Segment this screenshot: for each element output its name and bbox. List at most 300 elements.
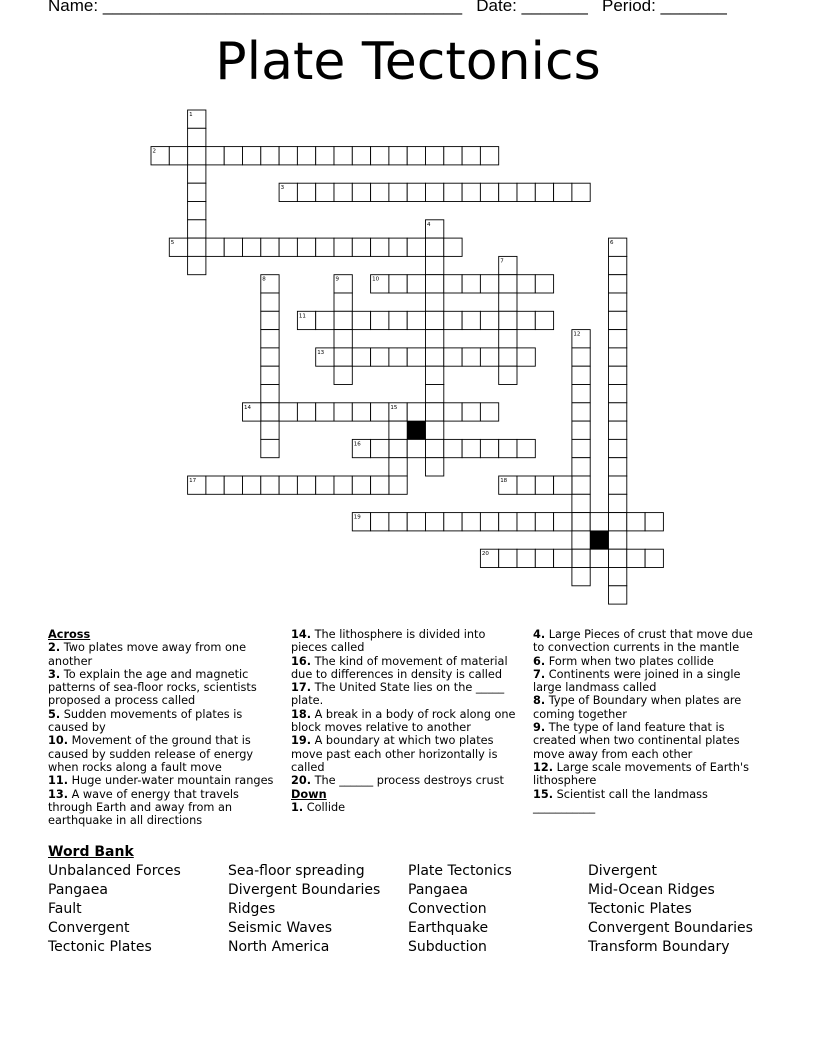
across-clue — [48, 641, 280, 668]
cell-number: 8 — [262, 276, 266, 283]
crossword-cell[interactable] — [444, 403, 462, 421]
word-bank-item: Convection — [408, 901, 487, 917]
black-cell — [407, 421, 425, 439]
clue-number: 2. — [48, 641, 61, 655]
clue-number: 8. — [533, 694, 546, 708]
cell-number: 13 — [317, 349, 325, 356]
crossword-cell[interactable] — [316, 183, 334, 201]
crossword-cell[interactable] — [279, 403, 297, 421]
crossword-cell[interactable] — [609, 403, 627, 421]
crossword-cell[interactable] — [572, 531, 590, 549]
crossword-cell[interactable] — [261, 348, 279, 366]
crossword-cell[interactable] — [444, 348, 462, 366]
across-clue — [291, 655, 523, 682]
crossword-cell[interactable] — [480, 439, 498, 457]
crossword-cell[interactable] — [389, 348, 407, 366]
crossword-cell[interactable] — [609, 439, 627, 457]
crossword-cell[interactable] — [243, 147, 261, 165]
crossword-cell[interactable] — [535, 311, 553, 329]
crossword-cell[interactable] — [517, 275, 535, 293]
clue-number: 9. — [533, 721, 546, 735]
crossword-cell[interactable] — [352, 403, 370, 421]
crossword-cell[interactable] — [480, 275, 498, 293]
cell-number: 1 — [189, 112, 193, 118]
crossword-cell[interactable] — [517, 476, 535, 494]
date-label: Date: — [476, 0, 517, 15]
down-clue — [533, 668, 765, 695]
crossword-cell[interactable] — [371, 476, 389, 494]
crossword-cell[interactable] — [517, 348, 535, 366]
crossword-cell[interactable] — [352, 183, 370, 201]
word-bank-item: Pangaea — [408, 882, 468, 898]
word-bank-item: Convergent Boundaries — [588, 920, 753, 936]
crossword-cell[interactable] — [590, 549, 608, 567]
crossword-cell[interactable] — [499, 293, 517, 311]
crossword-cell[interactable] — [444, 238, 462, 256]
crossword-cell[interactable] — [609, 586, 627, 604]
crossword-cell[interactable] — [407, 275, 425, 293]
crossword-cell[interactable] — [499, 439, 517, 457]
crossword-cell[interactable] — [352, 147, 370, 165]
clue-text: Type of Boundary when plates are coming together — [533, 694, 742, 721]
crossword-cell[interactable] — [572, 385, 590, 403]
clue-text: The lithosphere is divided into pieces called — [291, 628, 486, 655]
clue-text: Huge under-water mountain ranges — [68, 774, 274, 788]
clue-text: A wave of energy that travels through Earth and away from an earthquake in all directions — [48, 787, 239, 828]
crossword-cell[interactable] — [389, 513, 407, 531]
word-bank-item: Seismic Waves — [228, 920, 333, 936]
crossword-cell[interactable] — [224, 238, 242, 256]
clue-number: 11. — [48, 774, 69, 788]
crossword-cell[interactable] — [426, 348, 444, 366]
clue-number: 18. — [291, 707, 312, 721]
crossword-cell[interactable] — [645, 549, 663, 567]
cell-number: 20 — [481, 551, 489, 558]
page-title: Plate Tectonics — [215, 32, 601, 92]
across-clue — [291, 774, 523, 787]
crossword-cell[interactable] — [261, 476, 279, 494]
word-bank-item: Plate Tectonics — [408, 863, 512, 879]
crossword-cell[interactable] — [444, 439, 462, 457]
crossword-cell[interactable] — [444, 147, 462, 165]
clue-number: 15. — [533, 787, 554, 801]
period-line[interactable]: _______ — [660, 0, 727, 15]
clue-text: Large Pieces of crust that move due to convection currents in the mantle — [533, 628, 753, 655]
crossword-cell[interactable] — [480, 183, 498, 201]
clue-text: Two plates move away from one another — [48, 641, 247, 668]
date-line[interactable]: _______ — [521, 0, 588, 15]
crossword-cell[interactable] — [462, 275, 480, 293]
crossword-cell[interactable] — [462, 311, 480, 329]
clue-text: Collide — [303, 800, 346, 814]
word-bank-item: Fault — [48, 901, 82, 917]
crossword-cell[interactable] — [334, 147, 352, 165]
period-label: Period: — [602, 0, 656, 15]
clue-text: The United State lies on the _____ plate. — [291, 681, 505, 708]
clue-number: 6. — [533, 654, 546, 668]
crossword-cell[interactable] — [261, 238, 279, 256]
crossword-cell[interactable] — [572, 494, 590, 512]
crossword-cell[interactable] — [426, 311, 444, 329]
crossword-cell[interactable] — [407, 403, 425, 421]
crossword-cell[interactable] — [572, 513, 590, 531]
clue-text: A break in a body of rock along one block moves relative to another — [291, 707, 516, 735]
crossword-cell[interactable] — [371, 238, 389, 256]
crossword-cell[interactable] — [297, 403, 315, 421]
clue-text: Large scale movements of Earth's lithosphere — [533, 760, 750, 788]
crossword-cell[interactable] — [334, 293, 352, 311]
crossword-cell[interactable] — [279, 238, 297, 256]
crossword-cell[interactable] — [224, 147, 242, 165]
word-bank-item: Divergent Boundaries — [228, 882, 381, 898]
crossword-cell[interactable] — [535, 549, 553, 567]
crossword-cell[interactable] — [609, 531, 627, 549]
crossword-cell[interactable] — [188, 128, 206, 146]
word-bank-item: Tectonic Plates — [48, 939, 152, 955]
crossword-cell[interactable] — [535, 275, 553, 293]
name-label: Name: — [48, 0, 99, 15]
crossword-cell[interactable] — [206, 238, 224, 256]
down-clues-column-3 — [533, 628, 765, 814]
crossword-cell[interactable] — [407, 147, 425, 165]
cell-number: 7 — [500, 258, 504, 265]
crossword-cell[interactable] — [389, 275, 407, 293]
word-bank-item: Subduction — [408, 939, 487, 955]
crossword-cell[interactable] — [609, 513, 627, 531]
crossword-cell[interactable] — [261, 330, 279, 348]
crossword-cell[interactable] — [609, 549, 627, 567]
word-bank-item: Tectonic Plates — [588, 901, 692, 917]
crossword-cell[interactable] — [627, 513, 645, 531]
word-bank-item: Convergent — [48, 920, 130, 936]
crossword-cell[interactable] — [224, 476, 242, 494]
down-clue — [533, 628, 765, 655]
crossword-cell[interactable] — [297, 238, 315, 256]
crossword-cell[interactable] — [426, 403, 444, 421]
crossword-cell[interactable] — [499, 311, 517, 329]
crossword-cell[interactable] — [627, 549, 645, 567]
clue-number: 7. — [533, 667, 546, 681]
crossword-cell[interactable] — [426, 458, 444, 476]
cell-number: 6 — [610, 240, 614, 247]
crossword-cell[interactable] — [480, 403, 498, 421]
crossword-cell[interactable] — [426, 183, 444, 201]
crossword-cell[interactable] — [389, 311, 407, 329]
crossword-cell[interactable] — [389, 147, 407, 165]
crossword-cell[interactable] — [462, 403, 480, 421]
crossword-cell[interactable] — [462, 183, 480, 201]
crossword-cell[interactable] — [609, 476, 627, 494]
crossword-cell[interactable] — [316, 147, 334, 165]
clue-text: The type of land feature that is created when two continental plates move away from each other — [533, 721, 740, 761]
crossword-cell[interactable] — [407, 513, 425, 531]
crossword-cell[interactable] — [279, 147, 297, 165]
crossword-cell[interactable] — [426, 238, 444, 256]
crossword-cell[interactable] — [389, 476, 407, 494]
clue-number: 4. — [533, 628, 546, 641]
clue-text: A boundary at which two plates move past each other horizontally is called — [291, 734, 498, 774]
clue-number: 17. — [291, 681, 312, 695]
crossword-cell[interactable] — [554, 513, 572, 531]
crossword-cell[interactable] — [609, 256, 627, 274]
word-bank-item: Unbalanced Forces — [48, 863, 181, 879]
word-bank-item: Earthquake — [408, 920, 489, 936]
across-clue — [48, 708, 280, 735]
across-heading: Across — [48, 628, 91, 641]
crossword-cell[interactable] — [334, 476, 352, 494]
clue-number: 1. — [291, 800, 304, 814]
crossword-cell[interactable] — [645, 513, 663, 531]
crossword-cell[interactable] — [261, 366, 279, 384]
clue-number: 12. — [533, 760, 554, 774]
crossword-cell[interactable] — [444, 311, 462, 329]
crossword-cell[interactable] — [297, 147, 315, 165]
crossword-cell[interactable] — [554, 549, 572, 567]
crossword-cell[interactable] — [371, 147, 389, 165]
crossword-cell[interactable] — [499, 183, 517, 201]
down-clue — [533, 721, 765, 761]
clue-number: 3. — [48, 667, 61, 681]
crossword-cell[interactable] — [535, 183, 553, 201]
crossword-cell[interactable] — [334, 330, 352, 348]
crossword-cell[interactable] — [243, 238, 261, 256]
crossword-cell[interactable] — [426, 275, 444, 293]
cell-number: 9 — [335, 276, 339, 283]
crossword-cell[interactable] — [572, 348, 590, 366]
cell-number: 12 — [573, 331, 581, 338]
crossword-cell[interactable] — [334, 238, 352, 256]
crossword-cell[interactable] — [334, 183, 352, 201]
crossword-cell[interactable] — [188, 202, 206, 220]
word-bank-item: North America — [228, 939, 330, 955]
crossword-cell[interactable] — [462, 147, 480, 165]
crossword-cell[interactable] — [444, 183, 462, 201]
cell-number: 5 — [170, 240, 175, 247]
crossword-cell[interactable] — [499, 330, 517, 348]
crossword-cell[interactable] — [316, 403, 334, 421]
crossword-cell[interactable] — [316, 311, 334, 329]
across-clue — [291, 628, 523, 655]
crossword-cell[interactable] — [426, 147, 444, 165]
down-clue — [533, 788, 765, 815]
clue-number: 20. — [291, 774, 312, 788]
crossword-cell[interactable] — [371, 183, 389, 201]
clue-number: 14. — [291, 628, 312, 641]
crossword-cell[interactable] — [334, 403, 352, 421]
crossword-cell[interactable] — [426, 385, 444, 403]
down-clue — [533, 761, 765, 788]
cell-number: 17 — [189, 478, 197, 484]
crossword-cell[interactable] — [609, 348, 627, 366]
cell-number: 11 — [298, 313, 306, 320]
crossword-cell[interactable] — [426, 330, 444, 348]
crossword-cell[interactable] — [334, 348, 352, 366]
crossword-cell[interactable] — [480, 348, 498, 366]
crossword-cell[interactable] — [407, 311, 425, 329]
cell-number: 14 — [244, 404, 251, 411]
crossword-cell[interactable] — [462, 439, 480, 457]
crossword-cell[interactable] — [609, 494, 627, 512]
crossword-cell[interactable] — [371, 513, 389, 531]
crossword-cell[interactable] — [572, 458, 590, 476]
crossword-cell[interactable] — [609, 330, 627, 348]
crossword-cell[interactable] — [261, 293, 279, 311]
crossword-cell[interactable] — [572, 403, 590, 421]
crossword-cell[interactable] — [426, 421, 444, 439]
across-clue — [291, 708, 523, 735]
crossword-cell[interactable] — [206, 147, 224, 165]
word-bank-item: Sea-floor spreading — [228, 863, 365, 879]
crossword-cell[interactable] — [572, 366, 590, 384]
clue-text: The ______ process destroys crust — [311, 774, 504, 788]
crossword-cell[interactable] — [297, 183, 315, 201]
across-clue — [48, 774, 280, 787]
crossword-cell[interactable] — [188, 165, 206, 183]
crossword-cell[interactable] — [517, 439, 535, 457]
crossword-cell[interactable] — [389, 183, 407, 201]
crossword-cell[interactable] — [444, 275, 462, 293]
crossword-cell[interactable] — [352, 311, 370, 329]
crossword-cell[interactable] — [535, 476, 553, 494]
crossword-cell[interactable] — [261, 421, 279, 439]
word-bank-item: Mid-Ocean Ridges — [588, 882, 715, 898]
crossword-cell[interactable] — [389, 421, 407, 439]
crossword-cell[interactable] — [371, 311, 389, 329]
clue-text: To explain the age and magnetic patterns of sea-floor rocks, scientists proposed a process called — [48, 667, 257, 708]
across-clues-column-1 — [48, 628, 280, 827]
crossword-cell[interactable] — [371, 403, 389, 421]
word-bank-heading: Word Bank — [48, 844, 134, 860]
clue-text: Scientist call the landmass ___________ — [533, 787, 708, 814]
word-bank-item: Transform Boundary — [588, 939, 730, 955]
crossword-cell[interactable] — [499, 549, 517, 567]
crossword-cell[interactable] — [554, 183, 572, 201]
crossword-cell[interactable] — [499, 513, 517, 531]
crossword-cell[interactable] — [572, 183, 590, 201]
crossword-cell[interactable] — [316, 238, 334, 256]
crossword-cell[interactable] — [554, 476, 572, 494]
crossword-cell[interactable] — [261, 147, 279, 165]
down-clue — [533, 694, 765, 721]
crossword-cell[interactable] — [426, 293, 444, 311]
crossword-cell[interactable] — [444, 513, 462, 531]
crossword-cell[interactable] — [609, 275, 627, 293]
crossword-cell[interactable] — [407, 439, 425, 457]
crossword-cell[interactable] — [261, 439, 279, 457]
crossword-cell[interactable] — [352, 476, 370, 494]
name-line[interactable]: ______________________________________ — [102, 0, 463, 15]
crossword-cell[interactable] — [297, 476, 315, 494]
crossword-cell[interactable] — [188, 183, 206, 201]
clue-number: 10. — [48, 734, 69, 748]
crossword-cell[interactable] — [188, 238, 206, 256]
crossword-cell[interactable] — [389, 458, 407, 476]
crossword-cell[interactable] — [590, 513, 608, 531]
cell-number: 16 — [353, 441, 361, 448]
crossword-cell[interactable] — [371, 439, 389, 457]
clue-number: 5. — [48, 707, 61, 721]
crossword-cell[interactable] — [352, 238, 370, 256]
crossword-cell[interactable] — [517, 183, 535, 201]
crossword-cell[interactable] — [206, 476, 224, 494]
crossword-cell[interactable] — [462, 348, 480, 366]
crossword-cell[interactable] — [188, 147, 206, 165]
crossword-cell[interactable] — [535, 513, 553, 531]
crossword-cell[interactable] — [426, 366, 444, 384]
across-clue — [291, 681, 523, 708]
crossword-cell[interactable] — [609, 568, 627, 586]
crossword-cell[interactable] — [426, 513, 444, 531]
crossword-cell[interactable] — [609, 311, 627, 329]
crossword-cell[interactable] — [261, 311, 279, 329]
crossword-cell[interactable] — [334, 311, 352, 329]
across-clue — [48, 788, 280, 828]
clue-text: Form when two plates collide — [545, 654, 714, 668]
cell-number: 19 — [353, 514, 361, 521]
crossword-cell[interactable] — [572, 439, 590, 457]
clue-text: Movement of the ground that is caused by sudden release of energy when rocks along a fault move — [48, 734, 254, 774]
cell-number: 10 — [372, 276, 380, 283]
crossword-cell[interactable] — [261, 403, 279, 421]
crossword-cell[interactable] — [572, 549, 590, 567]
crossword-cell[interactable] — [499, 275, 517, 293]
crossword-cell[interactable] — [243, 476, 261, 494]
across-clue — [48, 668, 280, 708]
crossword-cell[interactable] — [371, 348, 389, 366]
crossword-cell[interactable] — [316, 476, 334, 494]
crossword-cell[interactable] — [407, 183, 425, 201]
crossword-cell[interactable] — [517, 311, 535, 329]
crossword-cell[interactable] — [609, 421, 627, 439]
crossword-cell[interactable] — [572, 421, 590, 439]
crossword-cell[interactable] — [609, 366, 627, 384]
crossword-cell[interactable] — [480, 311, 498, 329]
down-clue — [533, 655, 765, 668]
crossword-cell[interactable] — [407, 348, 425, 366]
crossword-cell[interactable] — [480, 513, 498, 531]
crossword-cell[interactable] — [426, 256, 444, 274]
crossword-cell[interactable] — [261, 385, 279, 403]
crossword-cell[interactable] — [407, 238, 425, 256]
word-bank-item: Ridges — [228, 901, 276, 917]
crossword-cell[interactable] — [462, 513, 480, 531]
crossword-cell[interactable] — [609, 458, 627, 476]
crossword-cell[interactable] — [426, 439, 444, 457]
crossword-cell[interactable] — [609, 293, 627, 311]
crossword-cell[interactable] — [188, 220, 206, 238]
crossword-cell[interactable] — [609, 385, 627, 403]
crossword-cell[interactable] — [572, 476, 590, 494]
crossword-cell[interactable] — [279, 476, 297, 494]
crossword-cell[interactable] — [517, 549, 535, 567]
crossword-cell[interactable] — [517, 513, 535, 531]
crossword-cell[interactable] — [169, 147, 187, 165]
crossword-cell[interactable] — [572, 568, 590, 586]
crossword-cell[interactable] — [499, 348, 517, 366]
across-clue — [48, 734, 280, 774]
crossword-cell[interactable] — [352, 348, 370, 366]
down-heading: Down — [291, 787, 327, 801]
crossword-cell[interactable] — [499, 366, 517, 384]
clue-text: Sudden movements of plates is caused by — [48, 707, 243, 735]
crossword-cell[interactable] — [480, 147, 498, 165]
crossword-cell[interactable] — [188, 256, 206, 274]
crossword-cell[interactable] — [389, 439, 407, 457]
crossword-cell[interactable] — [334, 366, 352, 384]
cell-number: 4 — [427, 221, 431, 228]
crossword-cell[interactable] — [389, 238, 407, 256]
across-clue — [291, 734, 523, 774]
